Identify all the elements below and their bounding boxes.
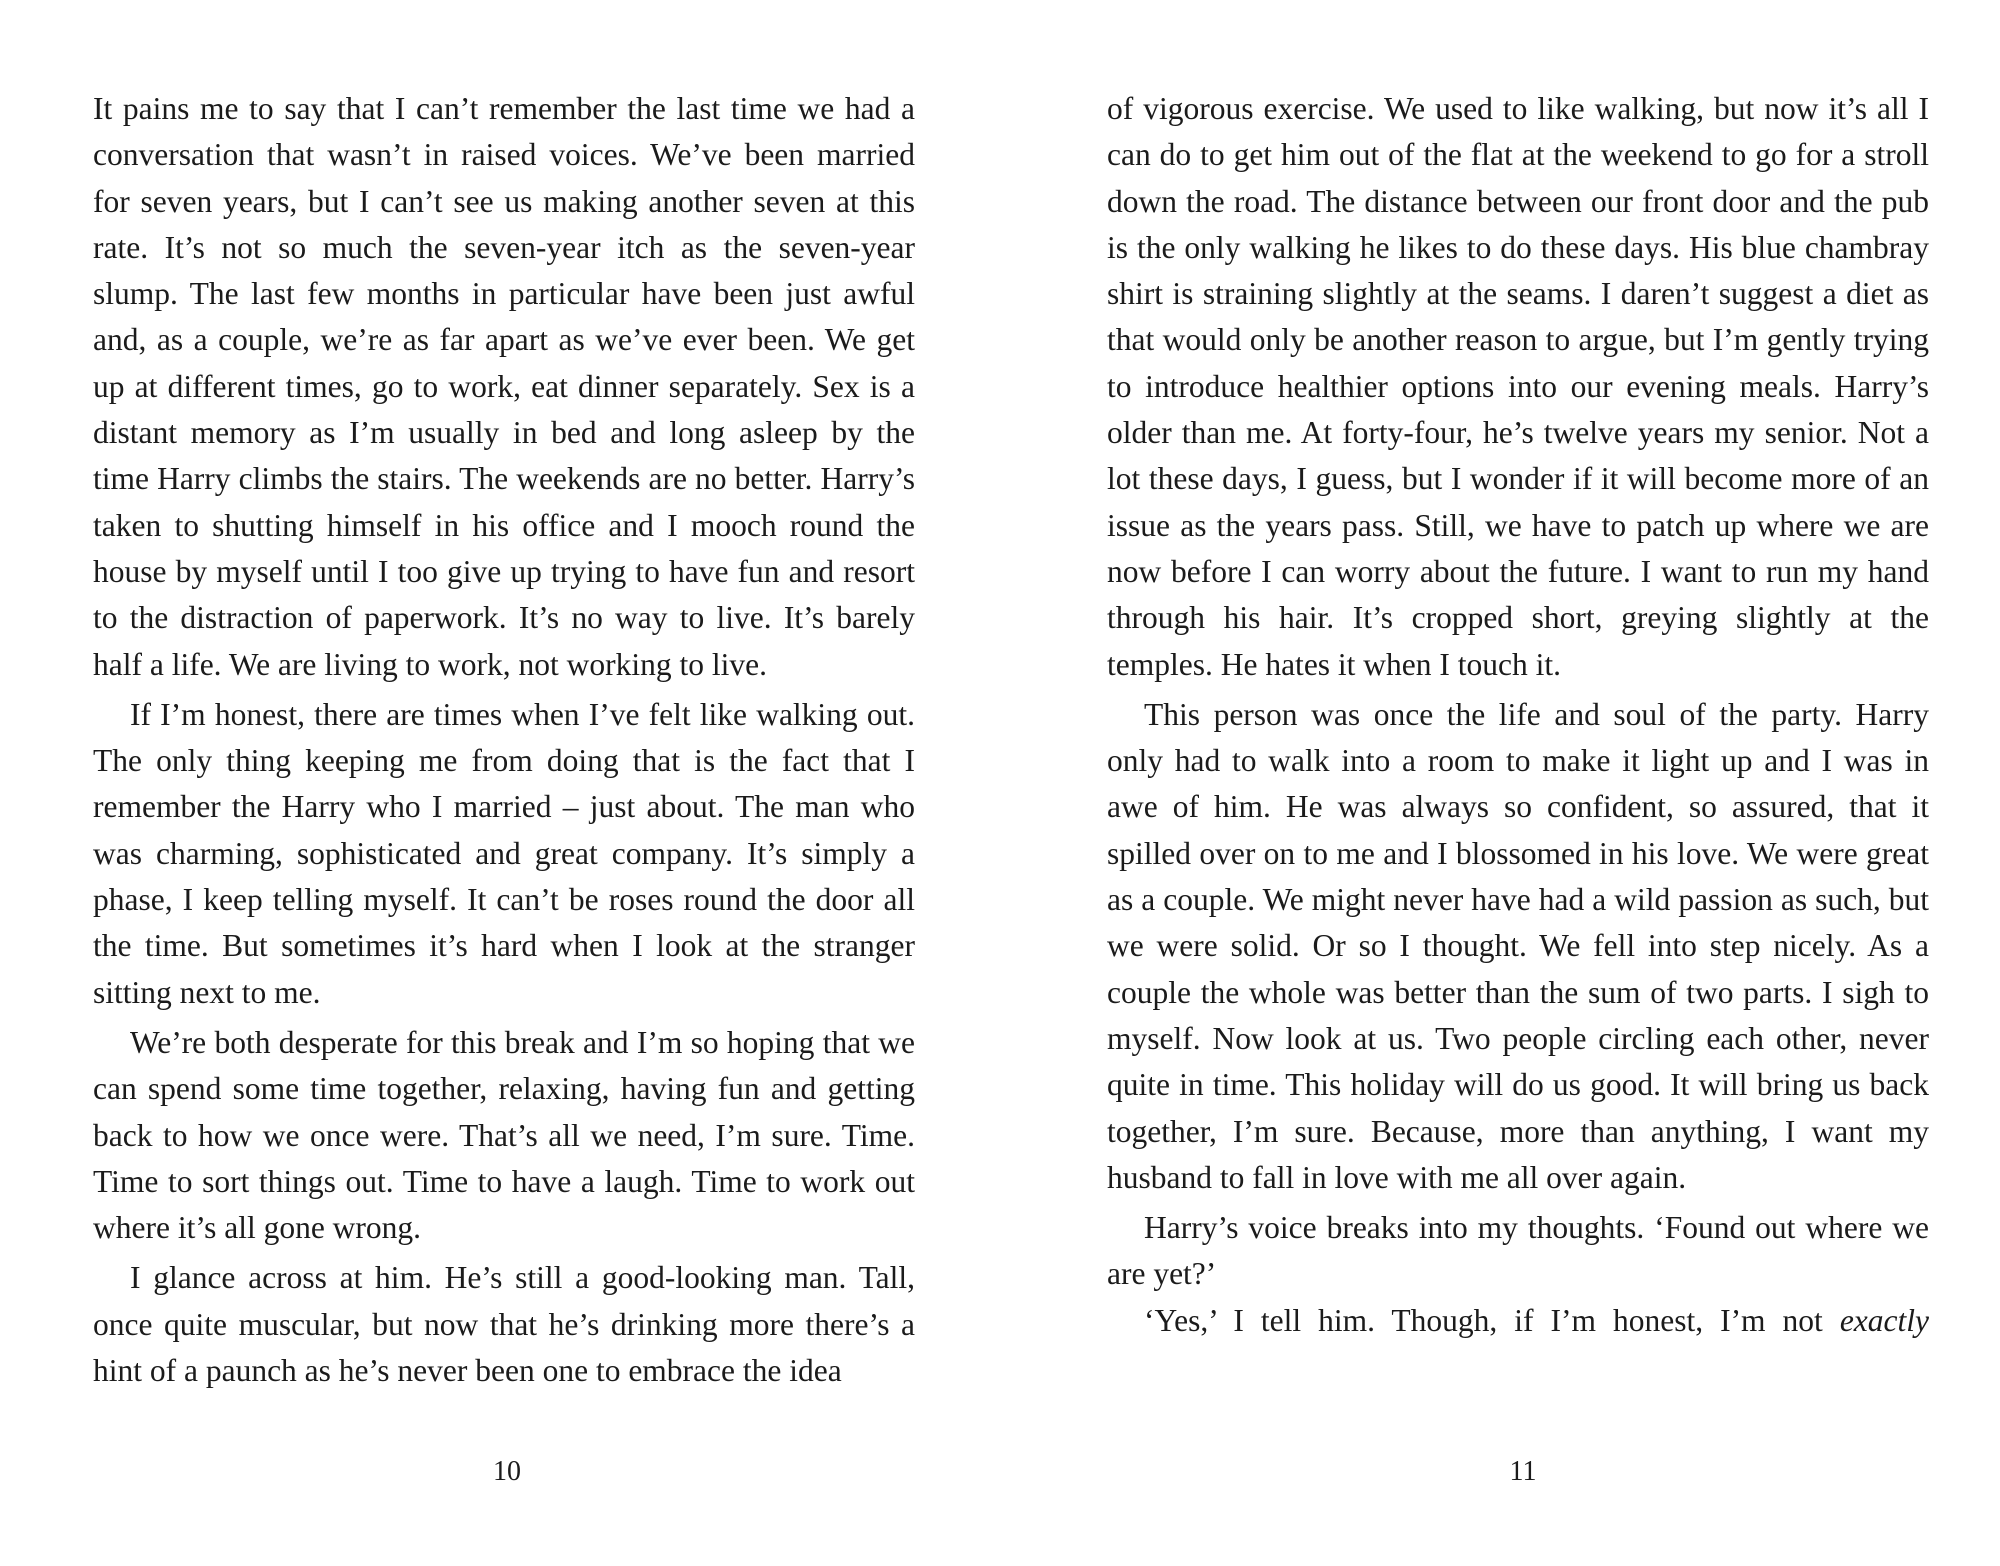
paragraph: If I’m honest, there are times when I’ve felt like walking out. The only thing keeping me from doing that is the fact that I remember the Harry who I married – just about. The man who was charming, sophisticated and great company. It’s simply a phase, I keep telling myself. It can’t be roses round the door all the time. But sometimes it’s hard when I look at the stranger sitting next to me. — [93, 696, 915, 1010]
paragraph: This person was once the life and soul of the party. Harry only had to walk into a room to make it light up and I was in awe of him. He was always so confident, so assured, that it spilled over on to me and I blossomed in his love. We were great as a couple. We might never have had a wild passion as such, but we were solid. Or so I thought. We fell into step nicely. As a couple the whole was better than the sum of two parts. I sigh to myself. Now look at us. Two people circling each other, never quite in time. This holiday will do us good. It will bring us back together, I’m sure. Because, more than anything, I want my husband to fall in love with me all over again. — [1107, 696, 1929, 1195]
paragraph-continuation-left: It pains me to say that I can’t remember the last time we had a conversation that wasn’t in raised voices. We’ve been married for seven years, but I can’t see us making another seven at this rate. It’s not so much the seven-year itch as the seven-year slump. The last few months in particular have been just awful and, as a couple, we’re as far apart as we’ve ever been. We get up at different times, go to work, eat dinner separately. Sex is a distant memory as I’m usually in bed and long asleep by the time Harry climbs the stairs. The weekends are no better. Harry’s taken to shutting himself in his office and I mooch round the house by myself until I too give up trying to have fun and resort to the distraction of paperwork. It’s no way to live. It’s barely half a life. We are living to work, not working to live. — [93, 91, 915, 682]
paragraph: We’re both desperate for this break and I’m so hoping that we can spend some time together, relaxing, having fun and getting back to how we once were. That’s all we need, I’m sure. Time. Time to sort things out. Time to have a laugh. Time to work out where it’s all gone wrong. — [93, 1024, 915, 1246]
paragraph-continuation-right: of vigorous exercise. We used to like walking, but now it’s all I can do to get him out of the flat at the weekend to go for a stroll down the road. The distance between our front door and the pub is the only walking he likes to do these days. His blue chambray shirt is straining slightly at the seams. I daren’t suggest a diet as that would only be another reason to argue, but I’m gently trying to introduce healthier options into our evening meals. Harry’s older than me. At forty-four, he’s twelve years my senior. Not a lot these days, I guess, but I wonder if it will become more of an issue as the years pass. Still, we have to patch up where we are now before I can worry about the future. I want to run my hand through his hair. It’s cropped short, greying slightly at the temples. He hates it when I touch it. — [1107, 91, 1929, 682]
emphasis-text: exactly — [1839, 1302, 1929, 1338]
right-page — [1107, 86, 1929, 1344]
paragraph: I glance across at him. He’s still a good-looking man. Tall, once quite muscular, but now that he’s drinking more there’s a hint of a paunch as he’s never been one to embrace the idea — [93, 1260, 915, 1389]
left-page — [93, 86, 915, 1394]
paragraph: Harry’s voice breaks into my thoughts. ‘Found out where we are yet?’ — [1107, 1210, 1929, 1292]
page-number-left: 10 — [493, 1456, 521, 1487]
page-number-right: 11 — [1509, 1456, 1537, 1487]
paragraph-last — [1107, 1298, 1929, 1344]
paragraph-text: ‘Yes,’ I tell him. Though, if I’m honest, I’m not — [1144, 1302, 1840, 1338]
